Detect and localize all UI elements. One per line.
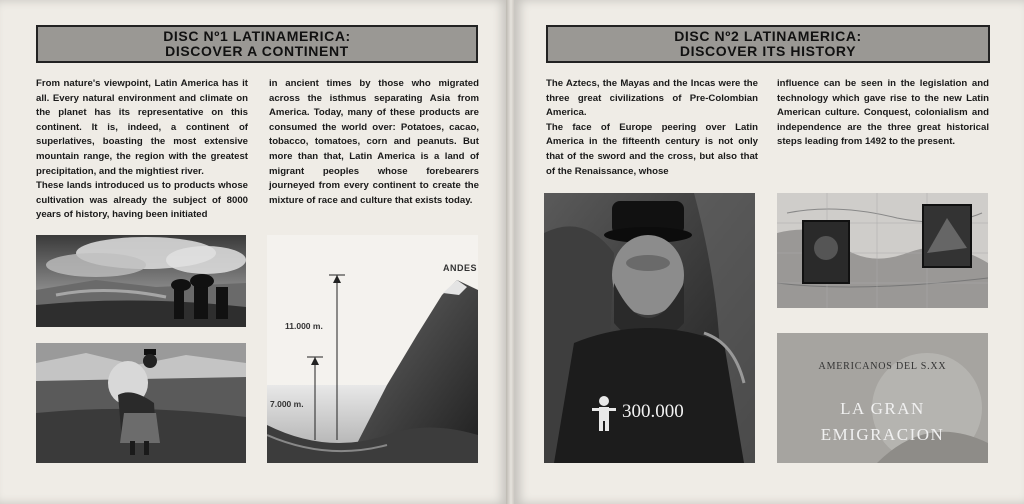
- emigration-subtitle: AMERICANOS DEL S.XX: [818, 361, 947, 372]
- andean-woman-photo: [36, 343, 246, 463]
- woman-scene-image: [36, 343, 246, 463]
- historical-map-photo: [777, 193, 988, 308]
- disc2-text-col2: [777, 77, 989, 150]
- disc1-paragraph: in ancient times by those who migrated across the isthmus separating Asia from America. Today, many of these products are consumed the world over: Potatoes, cacao, tobacco, tomatoes, corn and peanuts. But more than that, Latin America is a land of migrant peoples whose forebearers journeyed from every continent to create the mixture of race and culture that exists today.: [269, 78, 479, 206]
- disc1-text-col2: [269, 77, 479, 208]
- disc2-title-line2: DISCOVER ITS HISTORY: [679, 43, 857, 59]
- andes-label: ANDES: [443, 263, 478, 273]
- right-page: [514, 0, 1024, 504]
- disc1-text-col1: [36, 77, 248, 223]
- disc1-paragraph: These lands introduced us to products whose cultivation was already the subject of 8000 years of history, having been initiated: [36, 180, 248, 221]
- map-image: [777, 193, 988, 308]
- disc1-banner: [36, 25, 478, 63]
- disc2-title-line1: DISC Nº2 LATINAMERICA:: [674, 28, 862, 44]
- disc2-text-col1: [546, 77, 758, 179]
- disc1-paragraph: From nature's viewpoint, Latin America has it all. Every natural environment and climate on the planet has its representative on this continent. It is, indeed, a continent of superlatives, boasting the most extensive mountain range, the region with the greatest precipitation, and the mightiest river.: [36, 78, 248, 177]
- andean-llama-photo: [36, 235, 246, 327]
- llama-scene-image: [36, 235, 246, 327]
- elevation-high-label: 11.000 m.: [285, 321, 323, 331]
- andes-elevation-diagram: [267, 235, 478, 463]
- population-count: 300.000: [622, 401, 684, 422]
- emigration-title-line1: LA GRAN: [840, 399, 925, 418]
- disc1-title-line2: DISCOVER A CONTINENT: [165, 43, 349, 59]
- disc1-title-line1: DISC Nº1 LATINAMERICA:: [163, 28, 351, 44]
- elevation-low-label: 7.000 m.: [270, 399, 304, 409]
- disc2-paragraph: The Aztecs, the Mayas and the Incas were the three great civilizations of Pre-Colombian America.: [546, 78, 758, 119]
- conquistador-photo: [544, 193, 755, 463]
- left-page: [0, 0, 508, 504]
- emigration-card: [777, 333, 988, 463]
- disc2-paragraph: influence can be seen in the legislation and technology which gave rise to the new Latin American culture. Conquest, colonialism and independence are the three great historical steps leading from 1492 to the present.: [777, 78, 989, 148]
- disc2-banner: [546, 25, 990, 63]
- emigration-title-line2: EMIGRACION: [820, 425, 945, 444]
- disc2-paragraph: The face of Europe peering over Latin America in the fifteenth century is not only that of the sword and the cross, but also that of the Renaissance, whose: [546, 121, 758, 177]
